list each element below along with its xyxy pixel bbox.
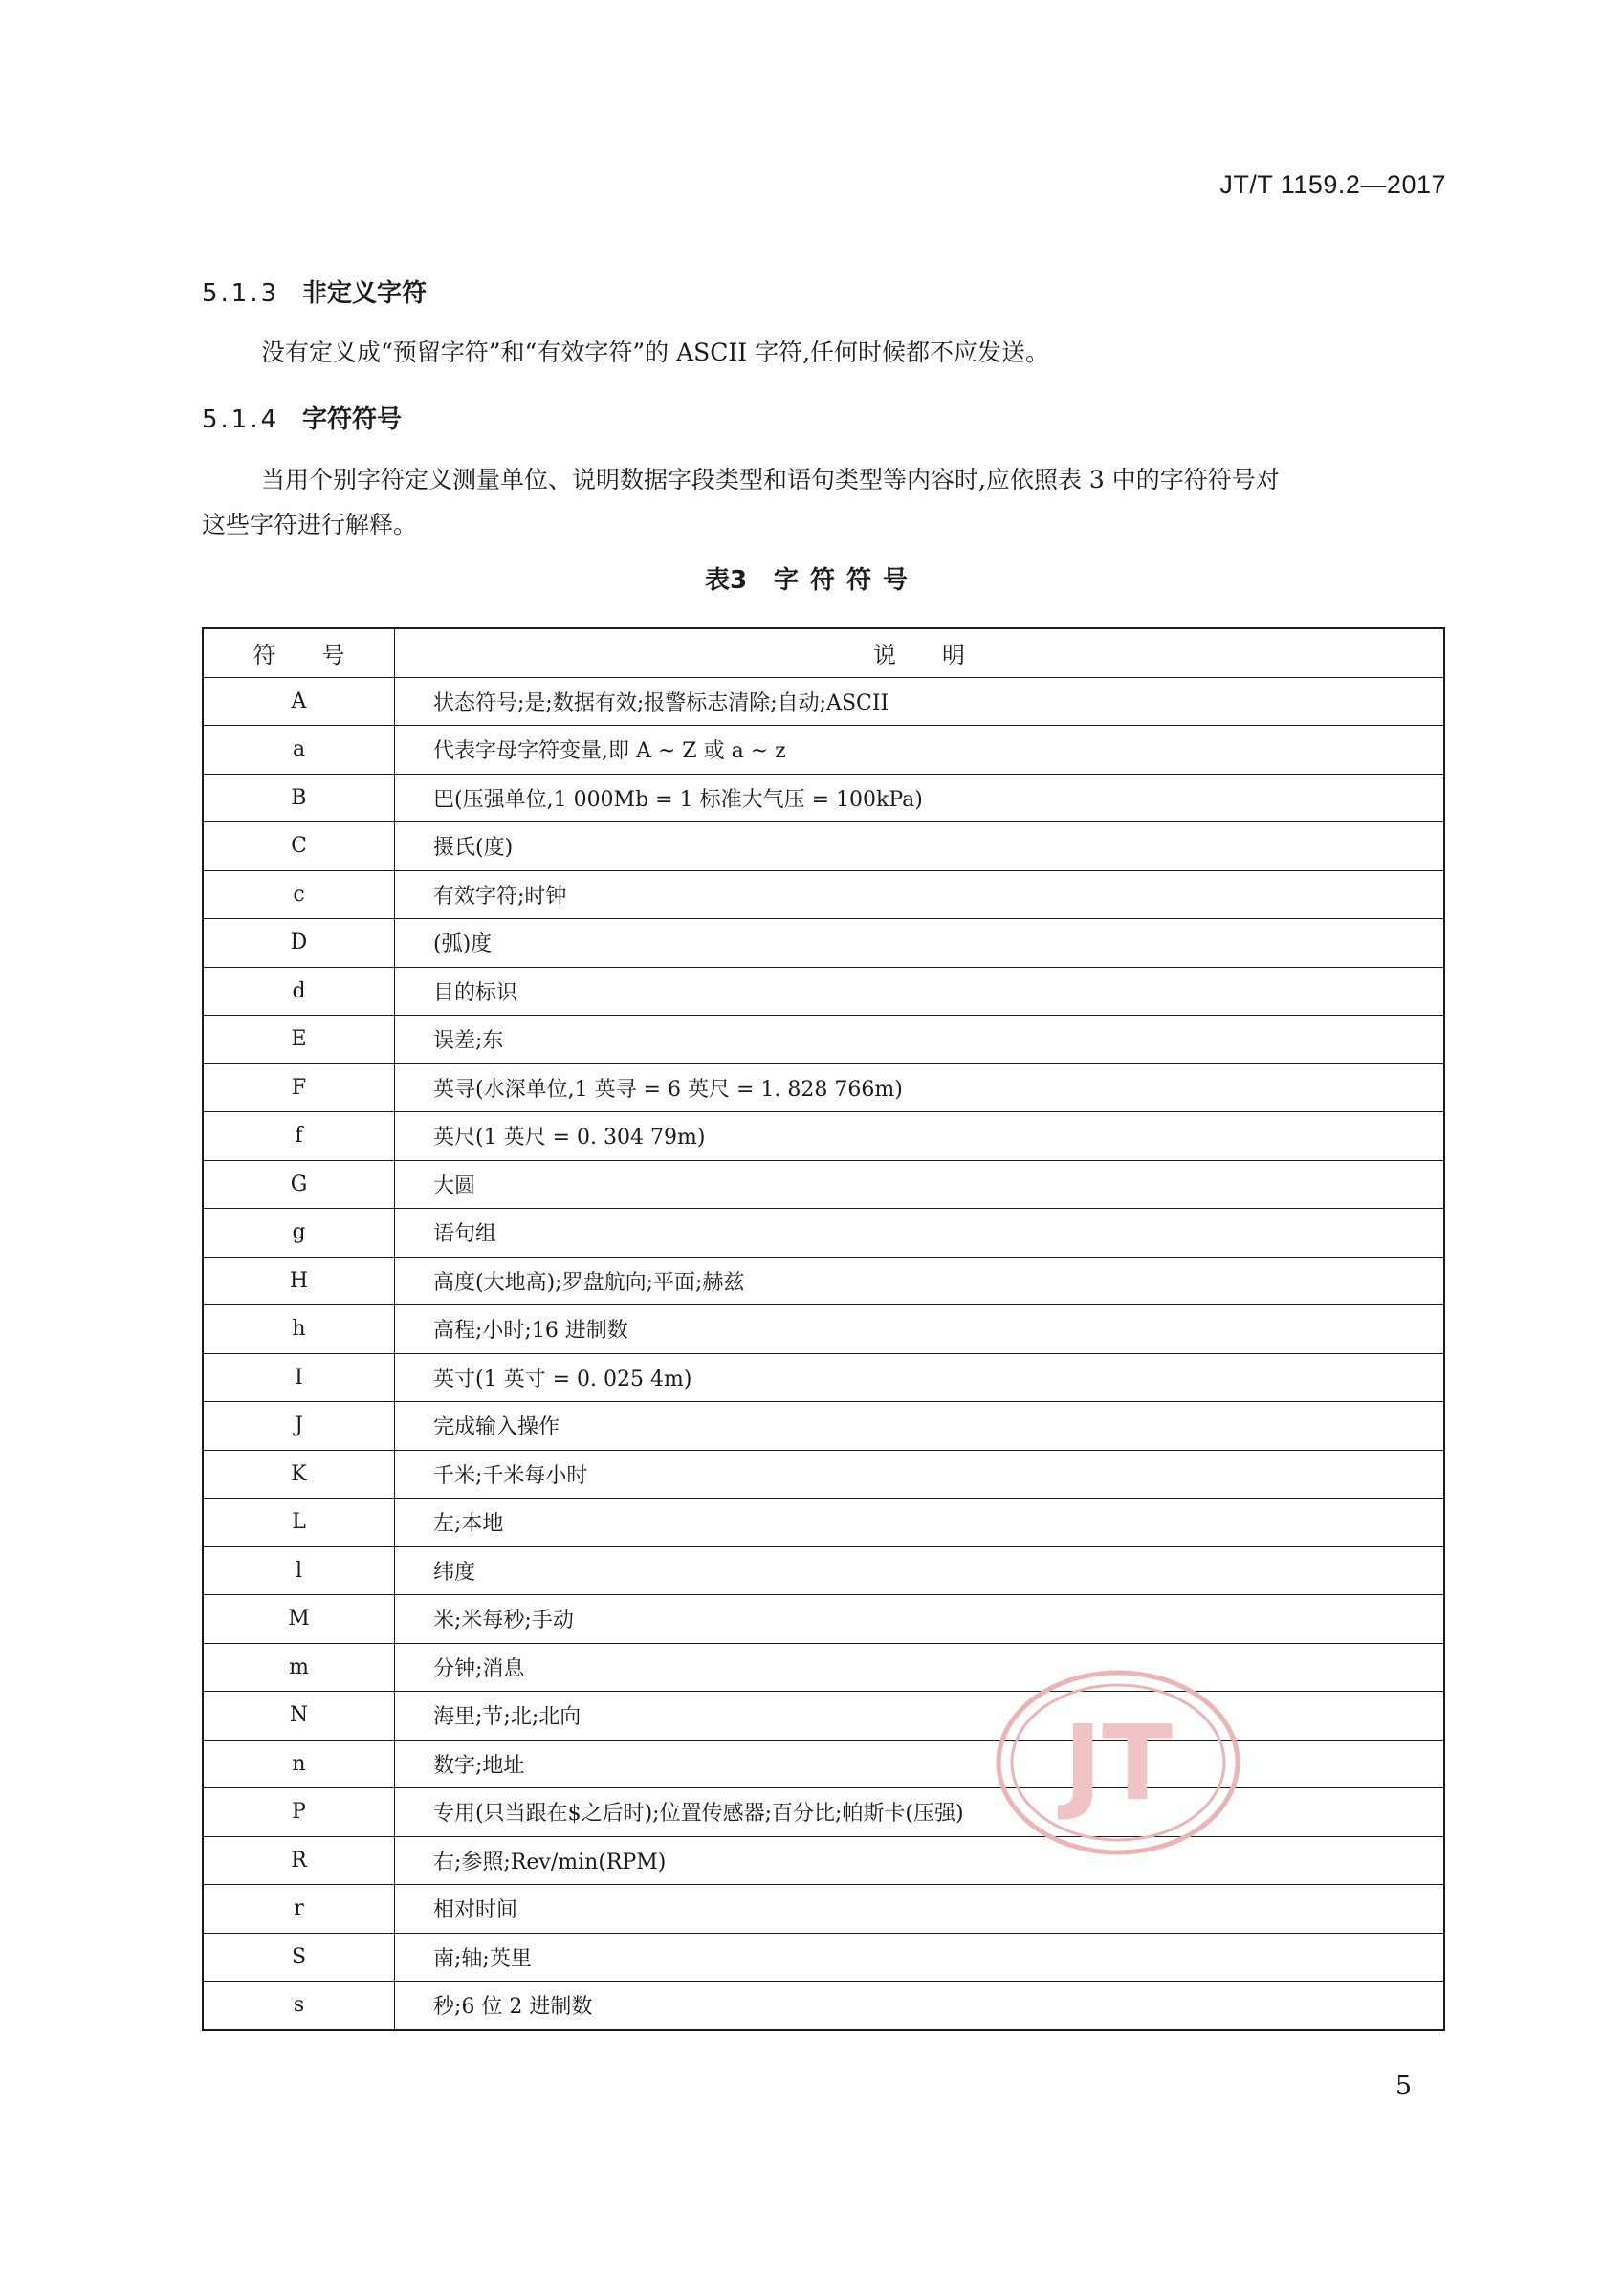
description-cell: 相对时间 [395, 1885, 1445, 1934]
symbol-cell: g [203, 1209, 395, 1258]
table-row [203, 1595, 1444, 1644]
table-row [203, 726, 1444, 775]
symbol-cell: s [203, 1982, 395, 2030]
table-row [203, 1402, 1444, 1451]
table-row [203, 1982, 1444, 2030]
description-cell: 有效字符;时钟 [395, 870, 1445, 919]
description-cell: 大圆 [395, 1160, 1445, 1209]
standard-code: JT/T 1159.2—2017 [1219, 170, 1446, 199]
table-row [203, 1450, 1444, 1499]
table-row [203, 870, 1444, 919]
description-cell: 左;本地 [395, 1499, 1445, 1547]
page-number: 5 [1394, 2071, 1412, 2101]
description-cell: 高程;小时;16 进制数 [395, 1305, 1445, 1354]
symbol-cell: F [203, 1063, 395, 1112]
section-heading-513 [202, 274, 427, 309]
description-cell: 高度(大地高);罗盘航向;平面;赫兹 [395, 1257, 1445, 1305]
symbol-cell: d [203, 967, 395, 1016]
jt-watermark-stamp [995, 1669, 1241, 1856]
section-number: 5.1.3 [202, 279, 280, 308]
symbol-cell: R [203, 1836, 395, 1885]
description-cell: 巴(压强单位,1 000Mb = 1 标准大气压 = 100kPa) [395, 774, 1445, 822]
description-cell: 英寸(1 英寸 = 0. 025 4m) [395, 1353, 1445, 1402]
symbol-cell: I [203, 1353, 395, 1402]
symbol-cell: D [203, 919, 395, 968]
paragraph-514-line1: 当用个别字符定义测量单位、说明数据字段类型和语句类型等内容时,应依照表 3 中的字符符号对 [261, 466, 1280, 493]
table-number: 表3 [704, 566, 748, 595]
table-row [203, 919, 1444, 968]
description-cell: 英尺(1 英尺 = 0. 304 79m) [395, 1112, 1445, 1161]
table-row [203, 1643, 1444, 1692]
symbol-cell: A [203, 677, 395, 726]
symbol-cell: m [203, 1643, 395, 1692]
symbol-cell: r [203, 1885, 395, 1934]
section-title: 字符符号 [302, 405, 403, 434]
description-cell: 完成输入操作 [395, 1402, 1445, 1451]
description-cell: 纬度 [395, 1546, 1445, 1595]
table-body [203, 677, 1444, 2030]
table-row [203, 774, 1444, 822]
description-cell: 分钟;消息 [395, 1643, 1445, 1692]
description-cell: 专用(只当跟在$之后时);位置传感器;百分比;帕斯卡(压强) [395, 1788, 1445, 1837]
paragraph-514-line2: 这些字符进行解释。 [202, 511, 418, 538]
description-cell: 千米;千米每小时 [395, 1450, 1445, 1499]
table-row [203, 1740, 1444, 1788]
table-row [203, 1063, 1444, 1112]
description-cell: 目的标识 [395, 967, 1445, 1016]
symbol-cell: f [203, 1112, 395, 1161]
description-cell: 摄氏(度) [395, 822, 1445, 871]
symbol-cell: c [203, 870, 395, 919]
table-row [203, 1016, 1444, 1064]
table-row [203, 1788, 1444, 1837]
table-row [203, 1305, 1444, 1354]
header-description: 说 明 [395, 628, 1445, 677]
table-row [203, 1933, 1444, 1982]
description-cell: 语句组 [395, 1209, 1445, 1258]
table-row [203, 1692, 1444, 1741]
symbol-table [202, 627, 1445, 2031]
table-row [203, 677, 1444, 726]
description-cell: 英寻(水深单位,1 英寻 = 6 英尺 = 1. 828 766m) [395, 1063, 1445, 1112]
description-cell: 误差;东 [395, 1016, 1445, 1064]
table-header-row [203, 628, 1444, 677]
table-row [203, 1546, 1444, 1595]
section-heading-514 [202, 400, 402, 435]
symbol-cell: M [203, 1595, 395, 1644]
symbol-cell: E [203, 1016, 395, 1064]
watermark-text: JT [1064, 1704, 1173, 1824]
symbol-cell: C [203, 822, 395, 871]
symbol-cell: B [203, 774, 395, 822]
table-row [203, 1257, 1444, 1305]
description-cell: 状态符号;是;数据有效;报警标志清除;自动;ASCII [395, 677, 1445, 726]
section-number: 5.1.4 [202, 405, 280, 434]
paragraph-513: 没有定义成“预留字符”和“有效字符”的 ASCII 字符,任何时候都不应发送。 [261, 339, 1050, 366]
symbol-cell: n [203, 1740, 395, 1788]
table-row [203, 1209, 1444, 1258]
symbol-cell: a [203, 726, 395, 775]
symbol-cell: S [203, 1933, 395, 1982]
table-row [203, 1499, 1444, 1547]
table-row [203, 967, 1444, 1016]
symbol-cell: J [203, 1402, 395, 1451]
description-cell: 秒;6 位 2 进制数 [395, 1982, 1445, 2030]
symbol-cell: K [203, 1450, 395, 1499]
table-row [203, 1885, 1444, 1934]
table-row [203, 822, 1444, 871]
description-cell: 海里;节;北;北向 [395, 1692, 1445, 1741]
symbol-cell: P [203, 1788, 395, 1837]
symbol-cell: G [203, 1160, 395, 1209]
table-row [203, 1160, 1444, 1209]
description-cell: 代表字母字符变量,即 A ~ Z 或 a ~ z [395, 726, 1445, 775]
symbol-cell: H [203, 1257, 395, 1305]
symbol-cell: L [203, 1499, 395, 1547]
table-caption [0, 560, 1624, 596]
header-symbol: 符 号 [203, 628, 395, 677]
description-cell: 米;米每秒;手动 [395, 1595, 1445, 1644]
description-cell: (弧)度 [395, 919, 1445, 968]
symbol-cell: l [203, 1546, 395, 1595]
symbol-cell: N [203, 1692, 395, 1741]
table-row [203, 1836, 1444, 1885]
description-cell: 数字;地址 [395, 1740, 1445, 1788]
table-row [203, 1353, 1444, 1402]
symbol-cell: h [203, 1305, 395, 1354]
description-cell: 南;轴;英里 [395, 1933, 1445, 1982]
table-title: 字符符号 [774, 566, 920, 595]
section-title: 非定义字符 [302, 279, 428, 308]
description-cell: 右;参照;Rev/min(RPM) [395, 1836, 1445, 1885]
table-row [203, 1112, 1444, 1161]
